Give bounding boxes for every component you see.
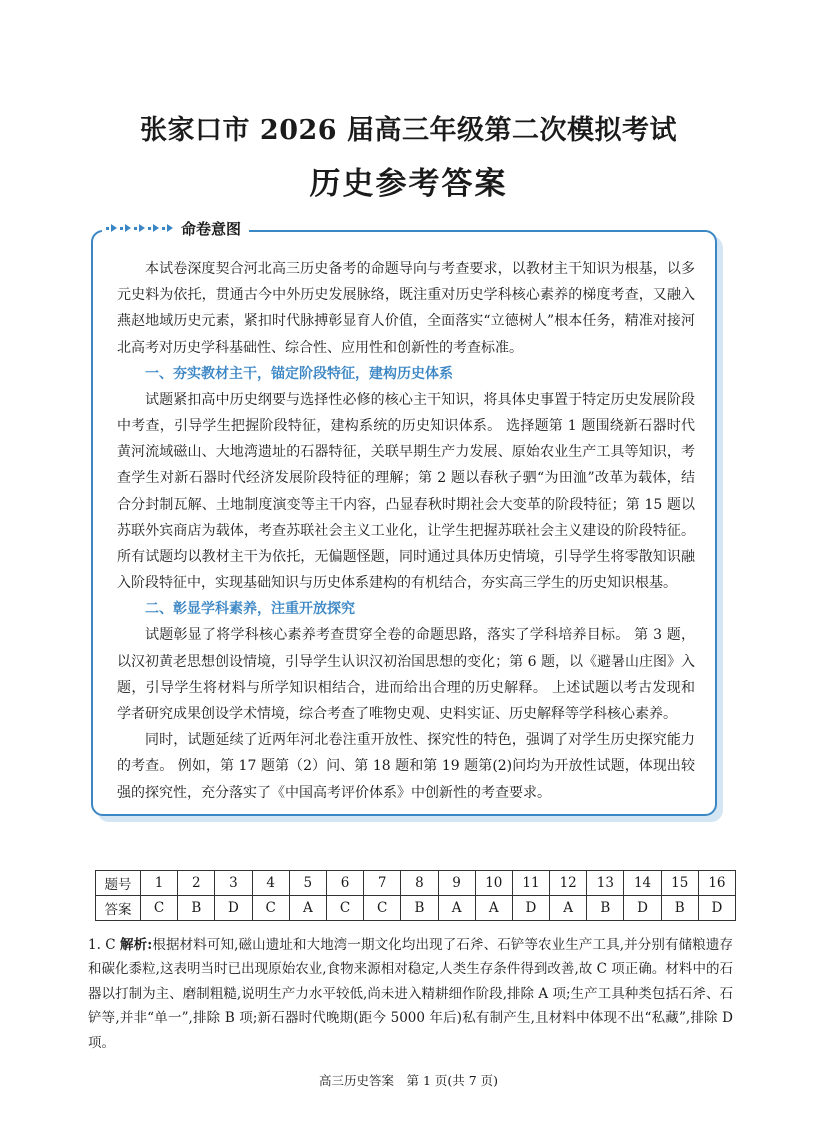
answer-cell: D	[624, 896, 661, 921]
question-number: 9	[438, 871, 475, 896]
question-number: 15	[661, 871, 698, 896]
answer-cell: A	[550, 896, 587, 921]
page-title: 张家口市 2026 届高三年级第二次模拟考试	[140, 115, 677, 146]
answer-table	[95, 870, 736, 921]
question-number: 3	[215, 871, 252, 896]
answer-cell: B	[587, 896, 624, 921]
question-number: 8	[401, 871, 438, 896]
answer-cell: D	[215, 896, 252, 921]
analysis-1	[88, 933, 733, 1055]
question-number: 11	[512, 871, 549, 896]
answer-cell: D	[698, 896, 735, 921]
answer-cell: C	[326, 896, 363, 921]
analysis-number: 1. C	[88, 937, 116, 953]
answer-cell: A	[475, 896, 512, 921]
intent-paragraph: 本试卷深度契合河北高三历史备考的命题导向与考查要求，以教材主干知识为根基，以多元史料为依托，贯通古今中外历史发展脉络，既注重对历史学科核心素养的梯度考查，又融入燕赵地域历史元素，紧扣时代脉搏彰显育人价值，全面落实“立德树人”根本任务，精准对接河北高考对历史学科基础性、综合性、应用性和创新性的考查标准。	[117, 261, 695, 356]
question-number: 2	[178, 871, 215, 896]
question-number: 14	[624, 871, 661, 896]
question-number: 4	[252, 871, 289, 896]
intent-paragraph: 试题紧扣高中历史纲要与选择性必修的核心主干知识，将具体史事置于特定历史发展阶段中考查，引导学生把握阶段特征，建构系统的历史知识体系。 选择题第 1 题围绕新石器时代黄河流域磁山、大地湾遗址的石器特征，关联早期生产力发展、原始农业生产工具等知识，考查学生对新石器时代经济发展阶段特征的理解；第 2 题以春秋子驷“为田洫”改革为载体，结合分封制瓦解、土地制度演变等主干内容，凸显春秋时期社会大变革的阶段特征；第 15 题以苏联外宾商店为载体，考查苏联社会主义工业化，让学生把握苏联社会主义建设的阶段特征。 所有试题均以教材主干为依托，无偏题怪题，同时通过具体历史情境，引导学生将零散知识融入阶段特征中，实现基础知识与历史体系建构的有机结合，夯实高三学生的历史知识根基。	[117, 391, 695, 592]
answer-cell: C	[364, 896, 401, 921]
table-row-label: 答案	[96, 896, 141, 921]
answer-cell: B	[661, 896, 698, 921]
question-number: 6	[326, 871, 363, 896]
answer-cell: C	[252, 896, 289, 921]
table-row-numbers	[96, 871, 736, 896]
intent-section-heading: 二、彰显学科素养，注重开放探究	[145, 601, 355, 618]
answer-cell: D	[512, 896, 549, 921]
intent-heading: 命卷意图	[181, 219, 242, 238]
question-number: 1	[141, 871, 178, 896]
intent-paragraph: 试题彰显了将学科核心素养考查贯穿全卷的命题思路，落实了学科培养目标。 第 3 题，以汉初黄老思想创设情境，引导学生认识汉初治国思想的变化；第 6 题，以《避暑山庄图》入题，引导学生将材料与所学知识相结合，进而给出合理的历史解释。 上述试题以考古发现和学者研究成果创设学术情境，综合考查了唯物史观、史料实证、历史解释等学科核心素养。	[117, 627, 695, 723]
analysis-text: 根据材料可知,磁山遗址和大地湾一期文化均出现了石斧、石铲等农业生产工具,并分别有储粮遗存和碳化黍粒,这表明当时已出现原始农业,食物来源相对稳定,人类生存条件得到改善,故 C 项正确。材料中的石器以打制为主、磨制粗糙,说明生产力水平较低,尚未进入精耕细作阶段,排除 A 项;生产工具种类包括石斧、石铲等,并非“单一”,排除 B 项;新石器时代晚期(距今 5000 年后)私有制产生,且材料中体现不出“私藏”,排除 D 项。	[88, 937, 733, 1051]
question-number: 12	[550, 871, 587, 896]
page-subtitle: 历史参考答案	[309, 166, 508, 202]
question-number: 13	[587, 871, 624, 896]
answer-cell: B	[401, 896, 438, 921]
answer-cell: C	[141, 896, 178, 921]
question-number: 7	[364, 871, 401, 896]
question-number: 10	[475, 871, 512, 896]
answer-cell: B	[178, 896, 215, 921]
table-row-label: 题号	[96, 871, 141, 896]
table-row-answers	[96, 896, 736, 921]
arrow-decoration-icon	[106, 224, 175, 232]
intent-section-heading: 一、夯实教材主干，锚定阶段特征，建构历史体系	[145, 365, 453, 382]
answer-cell: A	[438, 896, 475, 921]
intent-body	[117, 256, 695, 806]
intent-header	[102, 217, 249, 239]
page-footer: 高三历史答案 第 1 页(共 7 页)	[318, 1073, 499, 1088]
question-number: 5	[289, 871, 326, 896]
intent-paragraph: 同时，试题延续了近两年河北卷注重开放性、探究性的特色，强调了对学生历史探究能力的考查。 例如，第 17 题第（2）问、第 18 题和第 19 题第(2)问均为开放性试题，体现出较强的探究性，充分落实了《中国高考评价体系》中创新性的考查要求。	[117, 732, 695, 801]
question-number: 16	[698, 871, 735, 896]
answer-cell: A	[289, 896, 326, 921]
analysis-label: 解析:	[120, 937, 153, 953]
